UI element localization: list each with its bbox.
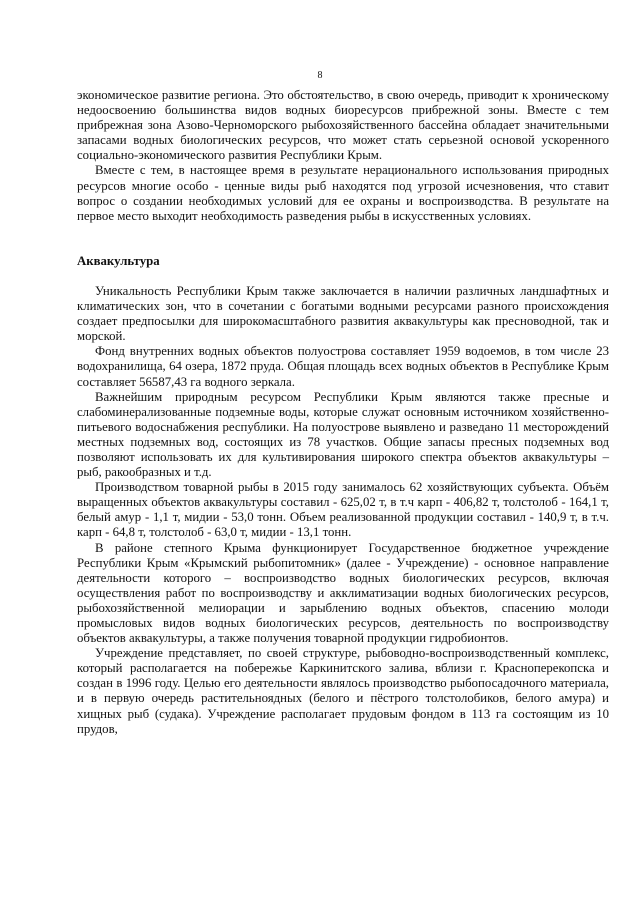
spacer [77, 224, 609, 239]
paragraph: Производством товарной рыбы в 2015 году занималось 62 хозяйствующих субъекта. Объём выращенных объектов аквакультуры составил - 625,02 т, в т.ч карп - 406,82 т, толстолоб - 164,1 т, белый амур - 1,1 т, мидии - 53,0 тонн. Объем реализованной продукции составил - 140,9 т, в т.ч. карп - 64,8 т, толстолоб - 63,0 т, мидии - 13,1 тонн. [77, 480, 609, 540]
section-title: Аквакультура [77, 253, 160, 268]
spacer [77, 269, 609, 284]
paragraph: В районе степного Крыма функционирует Государственное бюджетное учреждение Республики Крым «Крымский рыбопитомник» (далее - Учреждение) - основное направление деятельности которого – воспроизводство водных биологических ресурсов, включая осуществления работ по воспроизводству и акклиматизации водных биологических ресурсов, рыбохозяйственной мелиорации и зарыблению водных объектов, спасению молоди промысловых видов водных биологических ресурсов, деятельность по воспроизводству объектов аквакультуры, а также получения товарной продукции гидробионтов. [77, 540, 609, 646]
paragraph: Учреждение представляет, по своей структуре, рыбоводно-воспроизводственный комплекс, который располагается на побережье Каркинитского залива, вблизи г. Красноперекопска и создан в 1996 году. Целью его деятельности являлось производство рыбопосадочного материала, и в первую очередь растительноядных (белого и пёстрого толстолобиков, белого амура) и хищных рыб (судака). Учреждение располагает прудовым фондом в 113 га состоящим из 10 прудов, [77, 646, 609, 736]
paragraph: Вместе с тем, в настоящее время в результате нерационального использования природных ресурсов многие особо - ценные виды рыб находятся под угрозой исчезновения, что ставит вопрос о создании необходимых условий для ее охраны и воспроизводства. В результате на первое место выходит необходимость разведения рыбы в искусственных условиях. [77, 163, 609, 223]
paragraph: экономическое развитие региона. Это обстоятельство, в свою очередь, приводит к хроническому недоосвоению большинства видов водных биоресурсов прибрежной зоны. Вместе с тем прибрежная зона Азово-Черноморского рыбохозяйственного бассейна обладает значительными запасами водных биологических ресурсов, что может стать серьезной основой ускоренного социально-экономического развития Республики Крым. [77, 88, 609, 163]
paragraph: Фонд внутренних водных объектов полуострова составляет 1959 водоемов, в том числе 23 водохранилища, 64 озера, 1872 пруда. Общая площадь всех водных объектов в Республике Крым составляет 56587,43 га водного зеркала. [77, 344, 609, 389]
paragraph: Важнейшим природным ресурсом Республики Крым являются также пресные и слабоминерализованные подземные воды, которые служат основным источником хозяйственно-питьевого водоснабжения республики. На полуострове выявлено и разведано 11 месторождений местных подземных вод, состоящих из 78 участков. Общие запасы пресных подземных вод позволяют использовать их для культивирования широкого спектра объектов аквакультуры – рыб, ракообразных и т.д. [77, 389, 609, 480]
page-number: 8 [317, 70, 323, 81]
document-body [77, 88, 609, 737]
paragraph: Уникальность Республики Крым также заключается в наличии различных ландшафтных и климатических зон, что в сочетании с богатыми водными ресурсами разного происхождения создает предпосылки для широкомасштабного развития аквакультуры как пресноводной, так и морской. [77, 283, 609, 344]
spacer [77, 239, 609, 254]
